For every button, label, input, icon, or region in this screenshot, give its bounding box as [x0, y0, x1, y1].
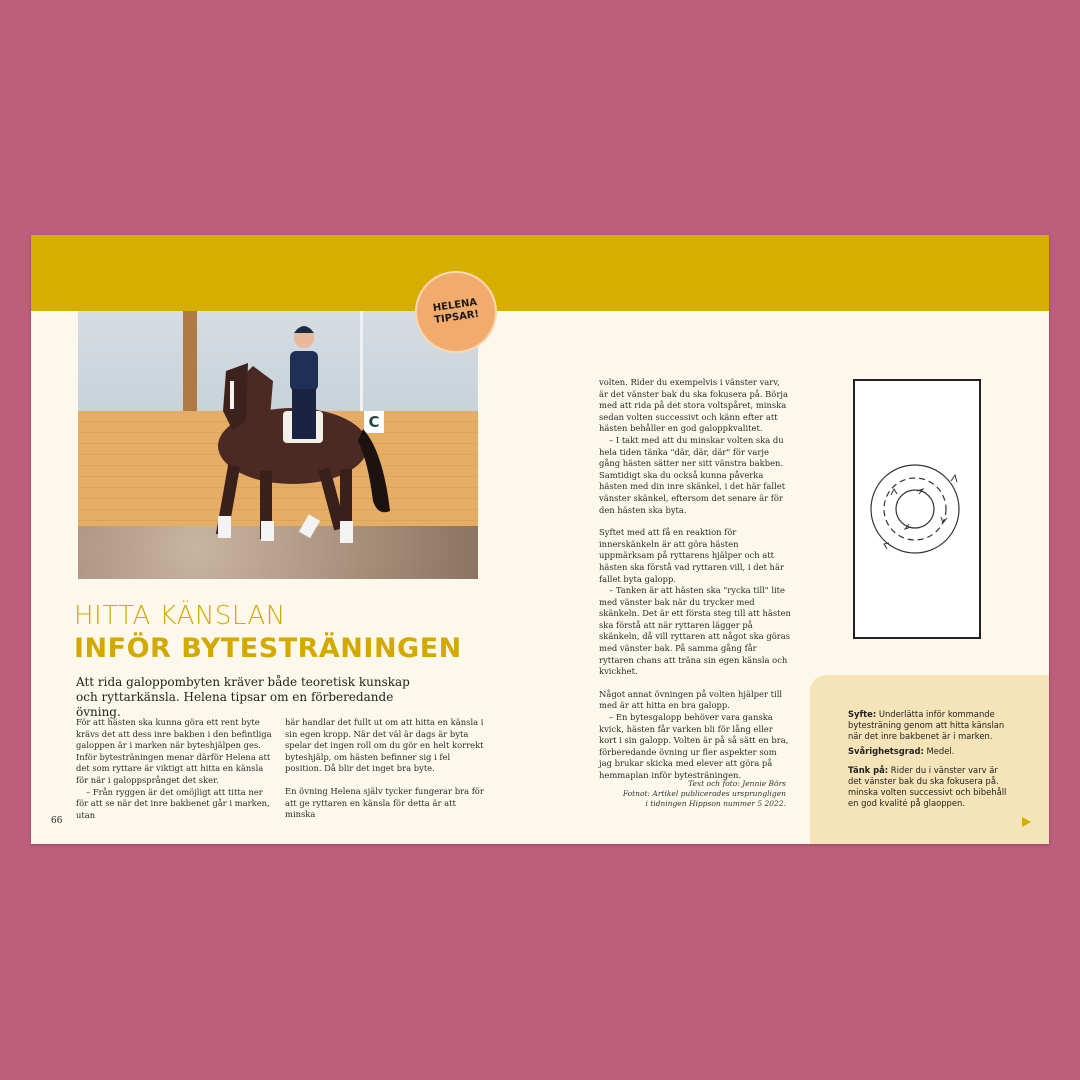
body-column-3 — [599, 377, 791, 782]
triangle-right-icon[interactable] — [1022, 817, 1031, 827]
paragraph: – Från ryggen är det omöjligt att titta ner för att se när det inre bakbenet går i marken, utan — [76, 786, 270, 820]
paragraph: – En bytesgalopp behöver vara ganska kvick, hästen får varken bli för lång eller kort i sin galopp. Volten är på så sätt en bra, förberedande övning ur fler aspekter som jag brukar skicka med elever att göra på hemmaplan inför bytesträningen. — [599, 712, 789, 780]
credit-line: Text och foto: Jennie Börs — [688, 779, 786, 788]
header-band — [31, 235, 1049, 311]
paragraph: En övning Helena själv tycker fungerar bra för att ge ryttaren en känsla för detta är att minska — [285, 785, 484, 820]
badge-line-1: HELENA — [432, 297, 478, 315]
paragraph: För att hästen ska kunna göra ett rent byte krävs det att dess inre bakben i den befintliga galoppen är i marken när byteshjälpen ges. Inför bytesträningen menar därför Helena att det som ryttare är viktigt att hitta en känsla för när i galoppsprånget det sker. — [76, 717, 272, 785]
circle-exercise-icon — [855, 381, 979, 637]
fact-text: Medel. — [923, 746, 955, 756]
title-line-1: HITTA KÄNSLAN — [74, 601, 286, 631]
fact-difficulty — [848, 746, 1008, 757]
body-column-2 — [285, 717, 485, 821]
horse-rider-illustration — [78, 308, 480, 579]
fact-label: Svårighetsgrad: — [848, 746, 924, 756]
horse-photo — [78, 308, 480, 579]
paragraph: Syftet med att få en reaktion för innerskänkeln är att göra hästen uppmärksam på ryttarens hjälper och att hästen ska förstå vad ryttaren vill, i det här fallet byta galopp. — [599, 527, 784, 584]
photo-credit — [591, 779, 786, 809]
fact-text: Rider du i vänster varv är det vänster bak du ska fokusera på. minska volten successivt och bibehåll en god kvalité på glaoppen. — [848, 765, 1007, 808]
paragraph: – Tanken är att hästen ska "rycka till" lite med vänster bak när du trycker med skänkeln. Det är ett första steg till att hästen ska förstå att när ryttaren lägger på skänkeln, då vill ryttaren att något ska göras med vänster bak. På samma gång får ryttaren chans att träna sin egen känsla och kvickhet. — [599, 585, 791, 677]
fact-purpose — [848, 709, 1008, 742]
magazine-spread — [31, 235, 1049, 844]
body-column-1 — [76, 717, 276, 821]
page-number: 66 — [51, 816, 63, 826]
badge-line-2: TIPSAR! — [433, 308, 480, 327]
arena-letter: C — [364, 411, 384, 433]
volte-diagram — [853, 379, 981, 639]
fact-label: Tänk på: — [848, 765, 889, 775]
footnote-line: Fotnot: Artikel publicerades ursprungligen — [622, 789, 786, 798]
fact-box — [810, 675, 1049, 844]
footnote-line: i tidningen Hippson nummer 5 2022. — [645, 799, 786, 808]
paragraph: volten. Rider du exempelvis i vänster varv, är det vänster bak du ska fokusera på. Börja med att rida på det stora voltspåret, minska sedan volten successivt och känn efter att hästen behåller en god galoppkvalitet. — [599, 377, 788, 434]
fact-think-about — [848, 765, 1008, 809]
lead-paragraph: Att rida galoppombyten kräver både teoretisk kunskap och ryttarkänsla. Helena tipsar om en förberedande övning. — [76, 675, 410, 719]
paragraph: här handlar det fullt ut om att hitta en känsla i sin egen kropp. När det väl är dags är byta spelar det ingen roll om du gör en helt korrekt byteshjälp, om hästen befinner sig i fel position. Då blir det inget bra byte. — [285, 717, 484, 774]
title-line-2: INFÖR BYTESTRÄNINGEN — [74, 633, 462, 664]
paragraph: – I takt med att du minskar volten ska du hela tiden tänka "där, där, där" för varje gång hästen sätter ner sitt vänstra bakben. Samtidigt ska du också kunna påverka hästen med din inre skänkel, i det här fallet vänster skänkel, eftersom det senare är för den hästen ska byta. — [599, 434, 786, 515]
fact-text: Underlätta inför kommande bytesträning genom att hitta känslan när det inre bakbenet är i marken. — [848, 709, 1005, 741]
fact-label: Syfte: — [848, 709, 877, 719]
paragraph: Något annat övningen på volten hjälper till med är att hitta en bra galopp. — [599, 688, 783, 711]
